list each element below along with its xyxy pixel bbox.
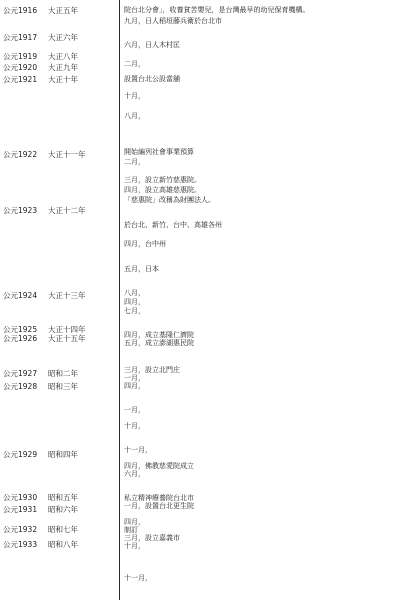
event-text: 八月， [124, 289, 145, 297]
event-text: 四月， [124, 382, 145, 390]
event-text: 四月，設立高雄慈惠院。 [124, 186, 201, 194]
event-entry [124, 83, 400, 92]
event-entry [124, 355, 400, 364]
year-row [0, 75, 116, 85]
event-text: 於台北、新竹、台中、高雄各州 [124, 221, 222, 229]
event-entry [124, 212, 400, 221]
gregorian-year: 公元1932 [3, 525, 38, 534]
era-year: 昭和六年 [48, 505, 78, 514]
event-text: 四月，佛教慈愛院成立 [124, 462, 194, 470]
year-row [0, 450, 116, 460]
year-row [0, 291, 116, 301]
year-row [0, 334, 116, 344]
event-text: 私立精神療養院台北市 [124, 494, 194, 502]
gregorian-year: 公元1924 [3, 291, 38, 300]
era-year: 昭和五年 [48, 493, 78, 502]
era-year: 大正八年 [48, 52, 78, 61]
event-text: 一月， [124, 406, 145, 414]
year-row [0, 525, 116, 535]
event-text: 設置台北公設當舖 [124, 75, 180, 83]
event-text: 四月，台中州 [124, 240, 166, 248]
era-year: 大正十三年 [48, 291, 86, 300]
gregorian-year: 公元1931 [3, 505, 38, 514]
event-entry [124, 186, 400, 195]
event-text: 十月， [124, 422, 145, 430]
gregorian-year: 公元1919 [3, 52, 38, 61]
event-text: 七月， [124, 307, 145, 315]
event-entry [124, 256, 400, 265]
gregorian-year: 公元1920 [3, 63, 38, 72]
event-entry [124, 176, 400, 185]
gregorian-year: 公元1928 [3, 382, 38, 391]
year-row [0, 63, 116, 73]
gregorian-year: 公元1917 [3, 33, 38, 42]
era-year: 昭和八年 [48, 540, 78, 549]
event-column [124, 0, 400, 600]
gregorian-year: 公元1922 [3, 150, 38, 159]
event-entry [124, 6, 400, 15]
event-text: 四月， [124, 518, 145, 526]
event-text: 六月，日人木村匡 [124, 41, 180, 49]
event-text: 九月，日人稻垣藤兵衛於台北市 [124, 17, 222, 25]
year-row [0, 52, 116, 62]
era-year: 昭和七年 [48, 525, 78, 534]
year-row [0, 150, 116, 160]
era-year: 大正十年 [48, 75, 78, 84]
era-year: 大正十一年 [48, 150, 86, 159]
gregorian-year: 公元1916 [3, 6, 38, 15]
event-text: 十月， [124, 92, 145, 100]
event-entry [124, 166, 400, 175]
year-row [0, 206, 116, 216]
era-year: 昭和三年 [48, 382, 78, 391]
era-year: 大正十四年 [48, 325, 86, 334]
event-entry [124, 148, 400, 157]
timeline-line [119, 0, 120, 600]
year-row [0, 6, 116, 16]
era-year: 大正六年 [48, 33, 78, 42]
era-year: 大正十五年 [48, 334, 86, 343]
gregorian-year: 公元1929 [3, 450, 38, 459]
era-year: 昭和二年 [48, 369, 78, 378]
event-entry [124, 574, 400, 583]
year-row [0, 540, 116, 550]
gregorian-year: 公元1930 [3, 493, 38, 502]
event-text: 四月， [124, 298, 145, 306]
era-year: 昭和四年 [48, 450, 78, 459]
event-entry [124, 41, 400, 50]
event-text: 五月，日本 [124, 265, 159, 273]
event-entry [124, 298, 400, 307]
event-text: 十月， [124, 542, 145, 550]
event-entry [124, 103, 400, 112]
gregorian-year: 公元1927 [3, 369, 38, 378]
event-text: 三月，設立北門庄 [124, 366, 180, 374]
year-row [0, 382, 116, 392]
event-text: 「慈惠院」改稱為財團法人。 [124, 196, 215, 204]
event-text: 一月，設置台北更生院 [124, 502, 194, 510]
event-entry [124, 136, 400, 145]
year-row [0, 33, 116, 43]
event-entry [124, 92, 400, 101]
event-text: 三月，設立嘉義市 [124, 534, 180, 542]
gregorian-year: 公元1926 [3, 334, 38, 343]
event-text: 六月， [124, 470, 145, 478]
gregorian-year: 公元1925 [3, 325, 38, 334]
event-text: 十一月， [124, 446, 152, 454]
gregorian-year: 公元1921 [3, 75, 38, 84]
year-row [0, 493, 116, 503]
event-text: 制訂 [124, 526, 138, 534]
gregorian-year: 公元1933 [3, 540, 38, 549]
year-row [0, 505, 116, 515]
year-column [0, 0, 116, 600]
event-text: 三月，設立新竹慈惠院。 [124, 176, 201, 184]
era-year: 大正十二年 [48, 206, 86, 215]
event-text: 二月， [124, 60, 145, 68]
event-text: 院台北分會」，收養貧苦嬰兒，是台灣最早的幼兒保育機構。 [124, 6, 310, 14]
era-year: 大正九年 [48, 63, 78, 72]
event-text: 二月， [124, 158, 145, 166]
event-text: 十一月， [124, 574, 152, 582]
event-entry [124, 558, 400, 567]
gregorian-year: 公元1923 [3, 206, 38, 215]
event-text: 八月， [124, 112, 145, 120]
year-row [0, 369, 116, 379]
event-text: 一月， [124, 374, 145, 382]
event-text: 開始編列社會事業預算 [124, 148, 194, 156]
event-text: 五月，成立澎湖惠民院 [124, 339, 194, 347]
event-entry [124, 229, 400, 238]
event-text: 四月，成立基隆仁濟院 [124, 331, 194, 339]
event-entry [124, 289, 400, 298]
era-year: 大正五年 [48, 6, 78, 15]
event-entry [124, 63, 400, 72]
